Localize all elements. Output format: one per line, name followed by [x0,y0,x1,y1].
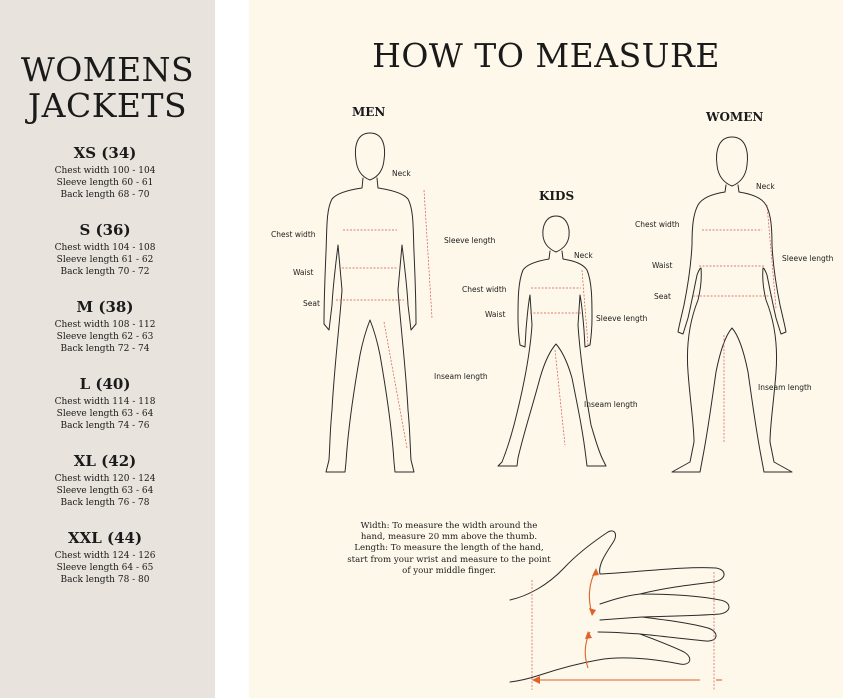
page-title: HOW TO MEASURE [372,36,720,75]
sleeve-length-value: Sleeve length 64 - 65 [56,563,154,573]
chest-width-value: Chest width 100 - 104 [54,166,156,176]
men-waist-label: Waist [293,268,314,277]
men-inseam-label: Inseam length [434,372,488,381]
women-seat-label: Seat [654,292,671,301]
sleeve-length-value: Sleeve length 63 - 64 [56,486,154,496]
back-length-value: Back length 72 - 74 [60,344,150,354]
women-neck-label: Neck [756,182,775,191]
kids-sleeve-label: Sleeve length [596,314,648,323]
men-neck-label: Neck [392,169,411,178]
label-kids: KIDS [539,189,575,203]
hand-instructions [338,521,560,577]
back-length-value: Back length 74 - 76 [60,421,150,431]
men-seat-label: Seat [303,299,320,308]
size-label: S (36) [79,221,131,239]
size-label: L (40) [79,375,131,393]
women-sleeve-label: Sleeve length [782,254,834,263]
back-length-value: Back length 70 - 72 [60,267,150,277]
hand-line: of your middle finger. [402,565,496,576]
kids-neck-label: Neck [574,251,593,260]
men-figure-icon [324,133,416,472]
sidebar-title-line2: JACKETS [27,86,188,125]
men-chest-label: Chest width [271,230,316,239]
back-length-value: Back length 78 - 80 [60,575,150,585]
size-label: XL (42) [73,452,137,470]
women-waist-label: Waist [652,261,673,270]
label-men: MEN [352,105,386,119]
sidebar-title-line1: WOMENS [20,50,195,89]
hand-line: start from your wrist and measure to the point [347,554,551,565]
back-length-value: Back length 68 - 70 [60,190,150,200]
kids-inseam-label: Inseam length [584,400,638,409]
size-label: XXL (44) [67,529,143,547]
chest-width-value: Chest width 108 - 112 [54,320,156,330]
sleeve-length-value: Sleeve length 60 - 61 [56,178,154,188]
chest-width-value: Chest width 120 - 124 [54,474,156,484]
hand-line: hand, measure 20 mm above the thumb. [360,532,538,543]
kids-waist-label: Waist [485,310,506,319]
hand-line: Length: To measure the length of the hand, [354,543,544,554]
label-women: WOMEN [706,110,764,124]
size-label: M (38) [76,298,134,316]
chest-width-value: Chest width 124 - 126 [54,551,156,561]
women-inseam-label: Inseam length [758,383,812,392]
sleeve-length-value: Sleeve length 62 - 63 [56,332,154,342]
sleeve-length-value: Sleeve length 63 - 64 [56,409,154,419]
hand-line: Width: To measure the width around the [360,521,538,531]
back-length-value: Back length 76 - 78 [60,498,150,508]
women-chest-label: Chest width [635,220,680,229]
sleeve-length-value: Sleeve length 61 - 62 [56,255,154,265]
chest-width-value: Chest width 114 - 118 [54,397,156,407]
size-label: XS (34) [73,144,137,162]
kids-chest-label: Chest width [462,285,507,294]
men-sleeve-label: Sleeve length [444,236,496,245]
chest-width-value: Chest width 104 - 108 [54,243,156,253]
